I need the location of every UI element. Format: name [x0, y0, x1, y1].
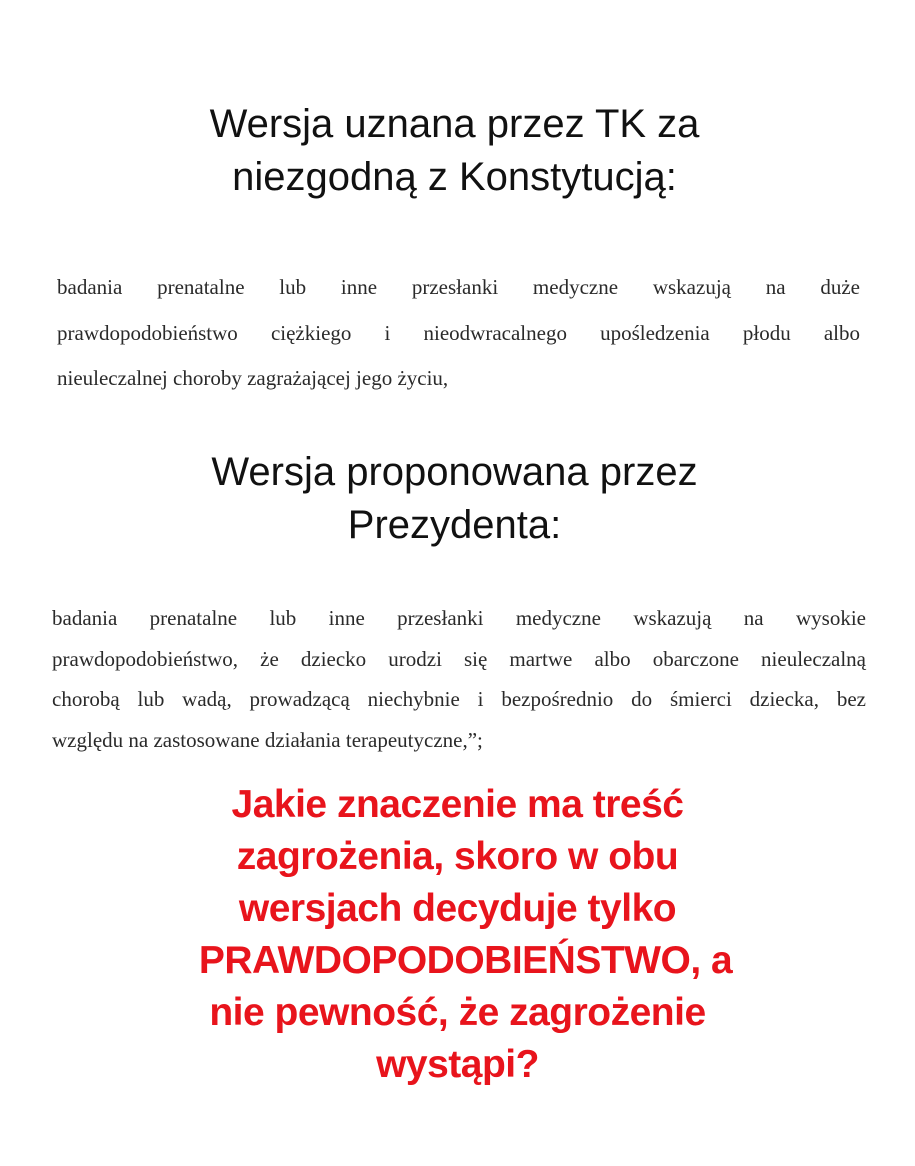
- legal-text-line: prawdopodobieństwo ciężkiego i nieodwracalnego upośledzenia płodu albo: [57, 320, 860, 345]
- legal-text-line: chorobą lub wadą, prowadzącą niechybnie i bezpośrednio do śmierci dziecka, bez: [52, 687, 866, 711]
- legal-text-line: badania prenatalne lub inne przesłanki medyczne wskazują na wysokie: [52, 606, 866, 630]
- heading-line: Wersja proponowana przez: [211, 450, 698, 494]
- heading-line: Wersja uznana przez TK za: [209, 102, 700, 146]
- president-version-heading: [0, 446, 912, 552]
- legal-text-line: badania prenatalne lub inne przesłanki medyczne wskazują na duże: [57, 275, 860, 299]
- tk-version-heading: [0, 98, 912, 204]
- heading-line: niezgodną z Konstytucją:: [232, 155, 677, 199]
- legal-text-line: względu na zastosowane działania terapeutyczne,”;: [52, 727, 483, 752]
- question-line: wystąpi?: [376, 1043, 539, 1086]
- heading-line: Prezydenta:: [347, 503, 562, 547]
- legal-text-line: prawdopodobieństwo, że dziecko urodzi się martwe albo obarczone nieuleczalną: [52, 646, 866, 671]
- question-line: wersjach decyduje tylko: [238, 887, 677, 930]
- tk-version-legal-text: [57, 265, 860, 402]
- question-line: nie pewność, że zagrożenie: [209, 991, 706, 1034]
- question-line: Jakie znaczenie ma treść: [231, 783, 684, 826]
- legal-text-line: nieuleczalnej choroby zagrażającej jego życiu,: [57, 366, 449, 390]
- rhetorical-question: [0, 779, 915, 1091]
- question-line: zagrożenia, skoro w obu: [236, 835, 679, 878]
- question-line: PRAWDOPODOBIEŃSTWO, a: [198, 939, 733, 982]
- president-version-legal-text: [52, 598, 866, 760]
